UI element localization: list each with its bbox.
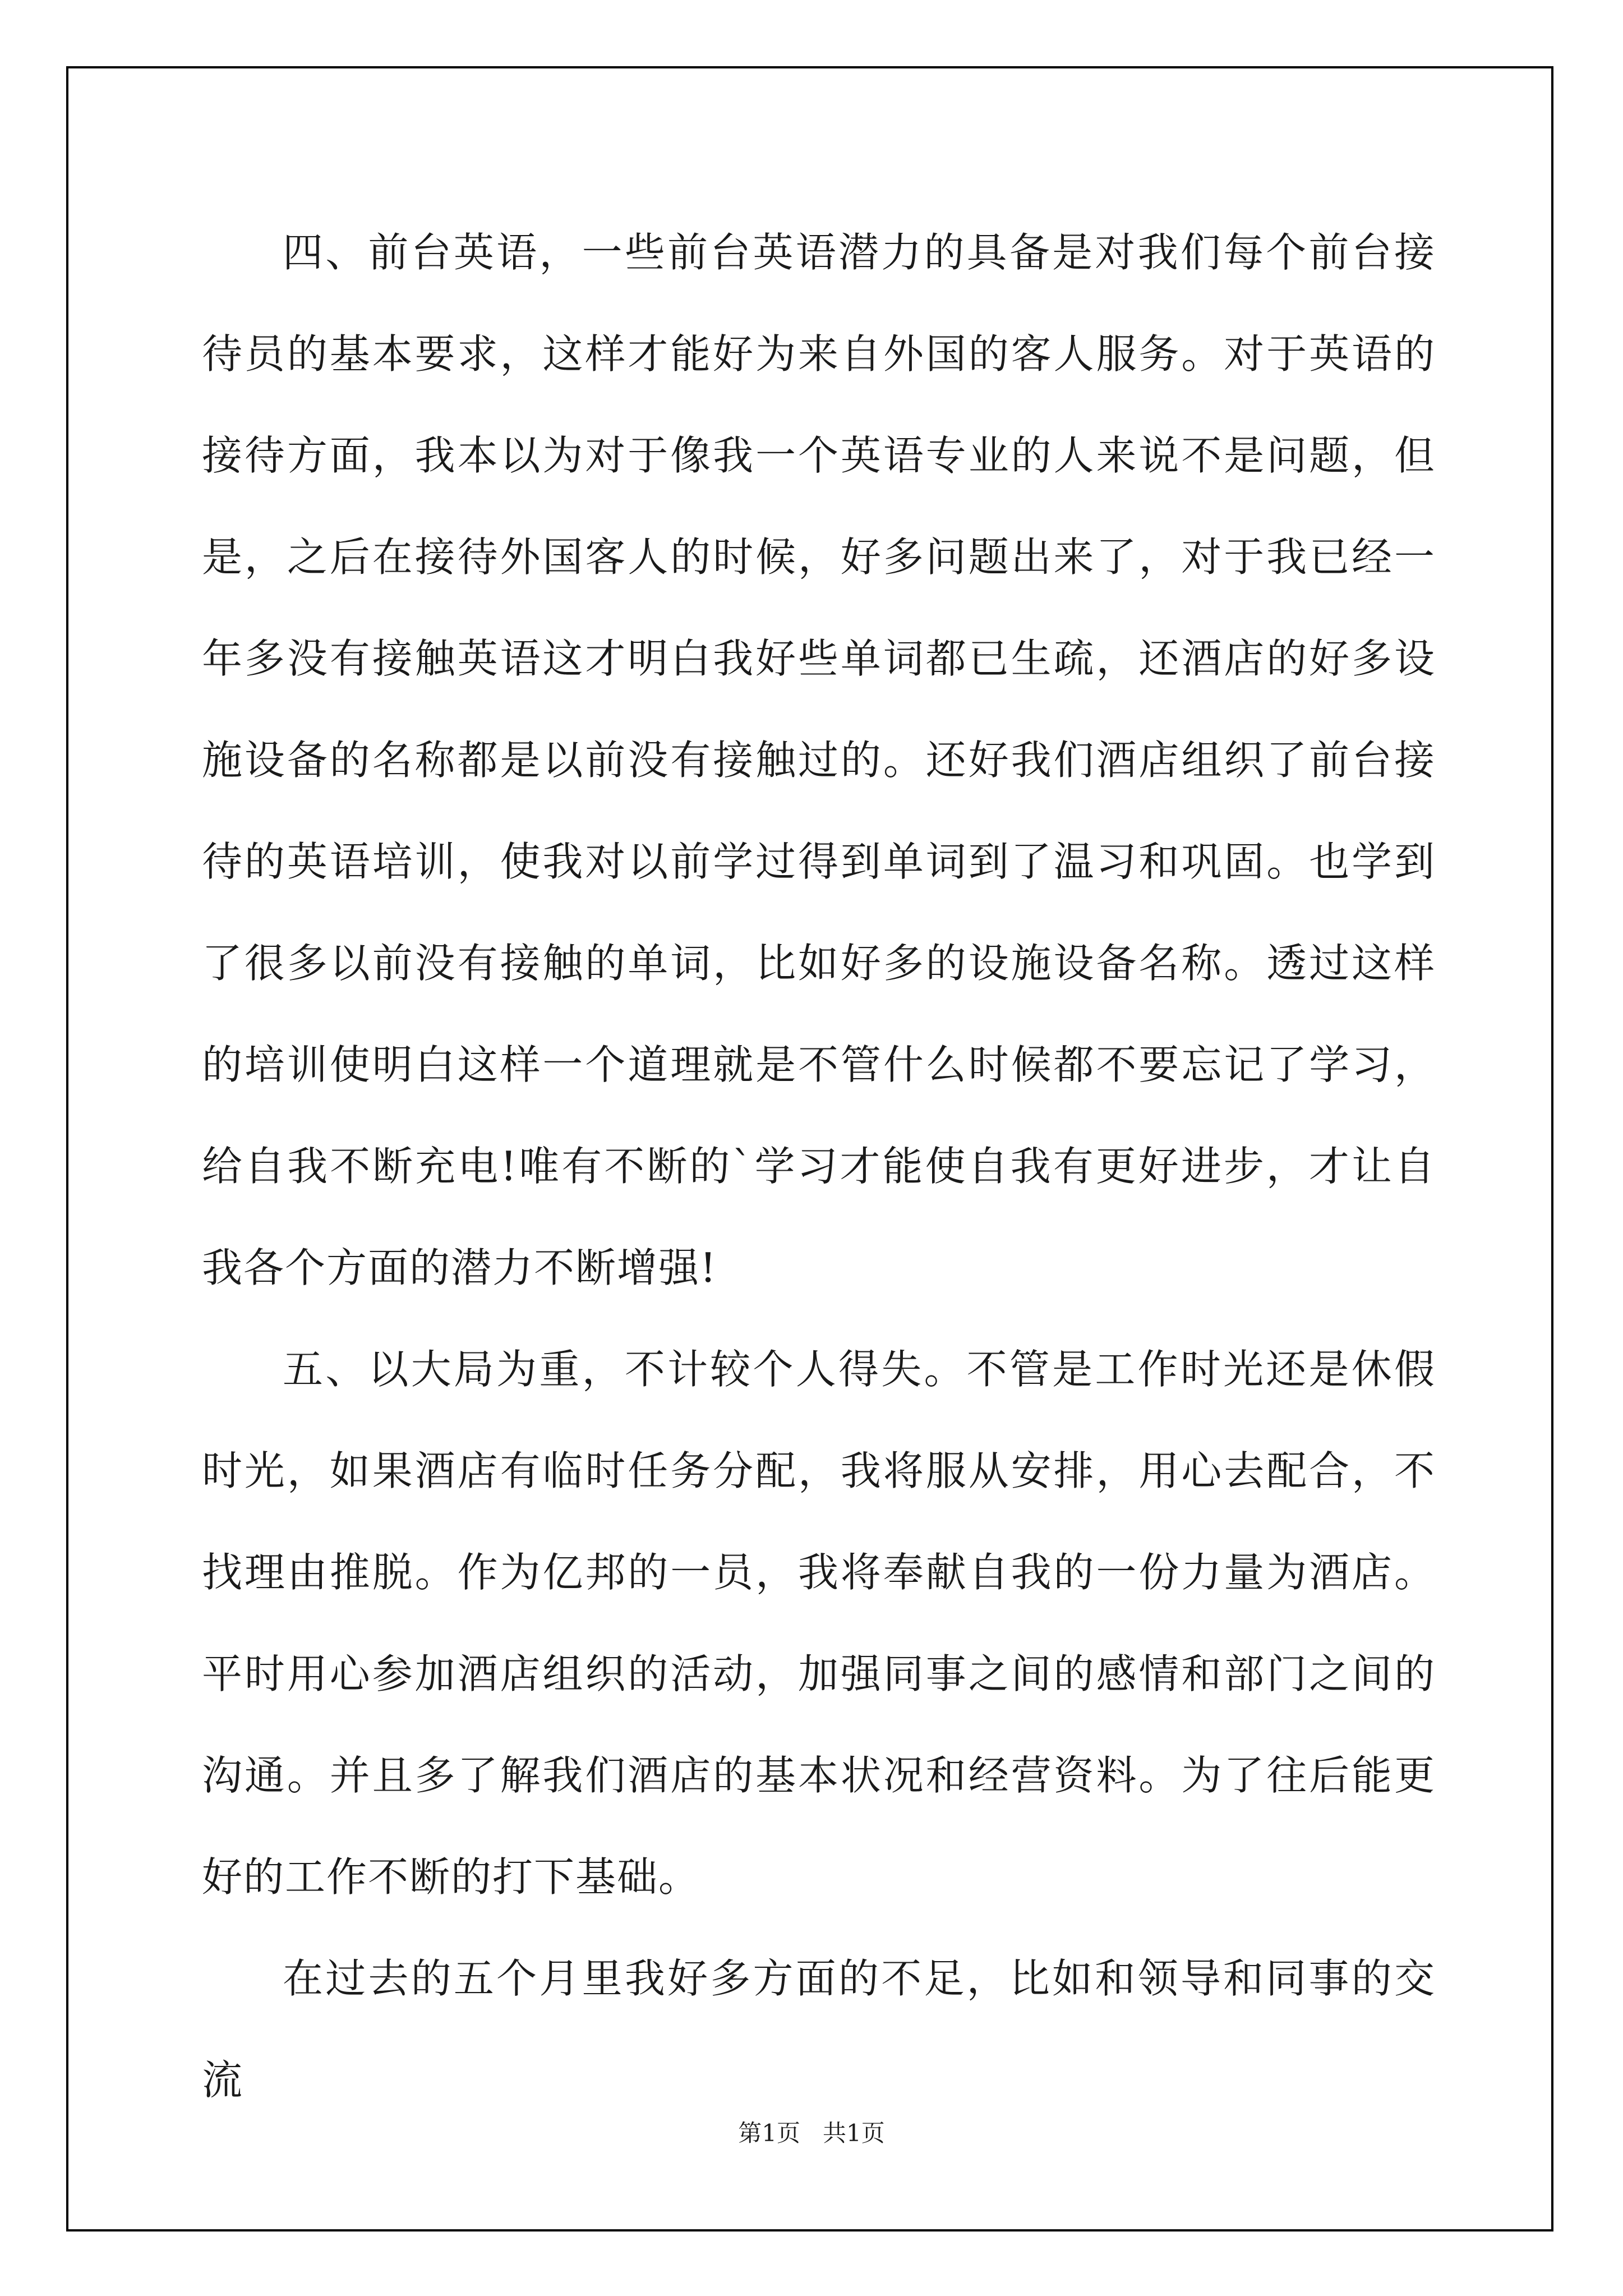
- paragraph-overall-situation: 五、以大局为重，不计较个人得失。不管是工作时光还是休假时光，如果酒店有临时任务分配，我将服从安排，用心去配合，不找理由推脱。作为亿邦的一员，我将奉献自我的一份力量为酒店。平时用心参加酒店组织的活动，加强同事之间的感情和部门之间的沟通。并且多了解我们酒店的基本状况和经营资料。为了往后能更好的工作不断的打下基础。: [202, 1346, 1436, 1901]
- document-body: [202, 202, 1436, 2131]
- paragraph-past-five-months: 在过去的五个月里我好多方面的不足，比如和领导和同事的交流: [202, 1955, 1436, 2104]
- page-number-footer: 第1页 共1页: [738, 2119, 885, 2147]
- paragraph-front-desk-english: 四、前台英语，一些前台英语潜力的具备是对我们每个前台接待员的基本要求，这样才能好为来自外国的客人服务。对于英语的接待方面，我本以为对于像我一个英语专业的人来说不是问题，但是，之后在接待外国客人的时候，好多问题出来了，对于我已经一年多没有接触英语这才明白我好些单词都已生疏，还酒店的好多设施设备的名称都是以前没有接触过的。还好我们酒店组织了前台接待的英语培训，使我对以前学过得到单词到了温习和巩固。也学到了很多以前没有接触的单词，比如好多的设施设备名称。透过这样的培训使明白这样一个道理就是不管什么时候都不要忘记了学习，给自我不断充电!唯有不断的`学习才能使自我有更好进步，才让自我各个方面的潜力不断增强!: [202, 229, 1436, 1291]
